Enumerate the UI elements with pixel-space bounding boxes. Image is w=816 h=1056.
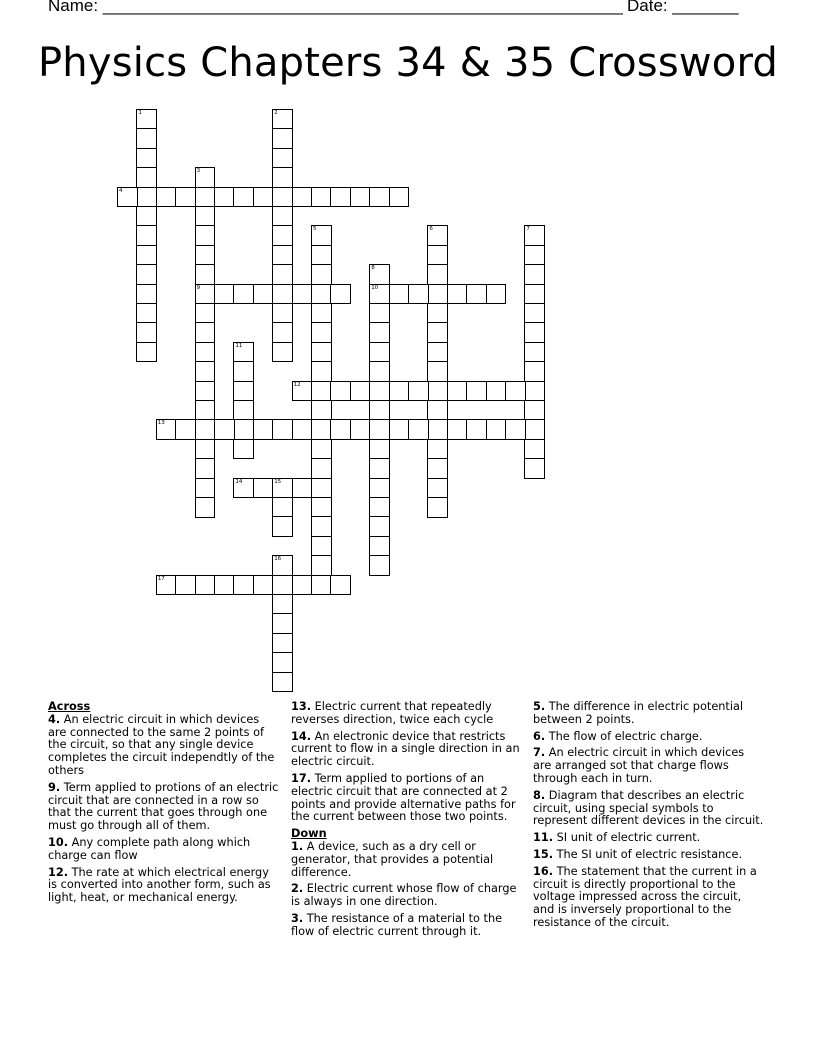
grid-cell[interactable]	[233, 361, 254, 382]
clue	[291, 841, 523, 879]
grid-cell[interactable]	[233, 187, 254, 208]
clue-number-label: 12.	[48, 865, 69, 879]
grid-cell[interactable]	[233, 439, 254, 460]
clue	[533, 731, 765, 744]
grid-cell[interactable]	[136, 187, 157, 208]
grid-cell[interactable]	[272, 652, 293, 673]
clue-number: 1	[138, 110, 142, 116]
grid-cell[interactable]	[389, 419, 410, 440]
grid-cell[interactable]	[505, 419, 526, 440]
grid-cell[interactable]	[272, 322, 293, 343]
grid-cell[interactable]	[272, 109, 293, 130]
grid-cell[interactable]	[272, 303, 293, 324]
clue-column-1	[48, 701, 280, 909]
grid-cell[interactable]	[233, 400, 254, 421]
clue-text: An electronic device that restricts current to flow in a single direction in an electric circuit.	[291, 729, 520, 769]
grid-cell[interactable]	[272, 148, 293, 169]
grid-cell[interactable]	[369, 361, 390, 382]
grid-cell[interactable]	[369, 187, 390, 208]
across-heading: Across	[48, 700, 91, 713]
clue-number-label: 7.	[533, 746, 546, 760]
clue-text: Diagram that describes an electric circuit, using special symbols to represent different devices in the circuit.	[533, 788, 764, 828]
grid-cell[interactable]	[369, 264, 390, 285]
grid-cell[interactable]	[156, 419, 177, 440]
grid-cell[interactable]	[195, 322, 216, 343]
clue-text: SI unit of electric current.	[556, 831, 701, 845]
grid-cell[interactable]	[195, 439, 216, 460]
grid-cell[interactable]	[214, 419, 235, 440]
clue-number: 10	[371, 284, 379, 291]
clue	[533, 701, 765, 727]
clue-number-label: 15.	[533, 847, 554, 861]
clue-number-label: 4.	[48, 712, 61, 726]
clue	[291, 773, 523, 824]
clue-text: Electric current whose flow of charge is always in one direction.	[291, 882, 517, 909]
grid-cell[interactable]	[350, 381, 371, 402]
grid-cell[interactable]	[311, 497, 332, 518]
grid-cell[interactable]	[195, 342, 216, 363]
grid-cell[interactable]	[447, 381, 468, 402]
grid-cell[interactable]	[427, 284, 448, 305]
clue-number-label: 13.	[291, 700, 312, 713]
grid-cell[interactable]	[369, 342, 390, 363]
clue-number-label: 14.	[291, 729, 312, 743]
grid-cell[interactable]	[156, 575, 177, 596]
grid-cell[interactable]	[195, 381, 216, 402]
grid-cell[interactable]	[195, 187, 216, 208]
grid-cell[interactable]	[427, 439, 448, 460]
grid-cell[interactable]	[195, 303, 216, 324]
grid-cell[interactable]	[272, 187, 293, 208]
clue-number-label: 2.	[291, 882, 304, 896]
grid-cell[interactable]	[233, 284, 254, 305]
grid-cell[interactable]	[427, 225, 448, 246]
clue-number-label: 17.	[291, 771, 312, 785]
grid-cell[interactable]	[175, 187, 196, 208]
grid-cell[interactable]	[136, 148, 157, 169]
clue-number: 15	[274, 478, 282, 485]
grid-cell[interactable]	[292, 187, 313, 208]
grid-cell[interactable]	[524, 264, 545, 285]
grid-cell[interactable]	[311, 516, 332, 537]
grid-cell[interactable]	[369, 381, 390, 402]
grid-cell[interactable]	[311, 361, 332, 382]
clue-number: 8	[371, 265, 375, 272]
grid-cell[interactable]	[369, 400, 390, 421]
grid-cell[interactable]	[136, 284, 157, 305]
grid-cell[interactable]	[369, 497, 390, 518]
grid-cell[interactable]	[136, 342, 157, 363]
grid-cell[interactable]	[233, 381, 254, 402]
grid-cell[interactable]	[311, 419, 332, 440]
grid-cell[interactable]	[253, 575, 274, 596]
grid-cell[interactable]	[524, 458, 545, 479]
grid-cell[interactable]	[524, 381, 545, 402]
grid-cell[interactable]	[233, 478, 254, 499]
clue-number-label: 11.	[533, 831, 554, 845]
clue-number: 17	[157, 575, 165, 582]
clue-number-label: 5.	[533, 700, 546, 713]
grid-cell[interactable]	[524, 439, 545, 460]
clue-number: 16	[274, 556, 282, 563]
clue	[48, 867, 280, 905]
grid-cell[interactable]	[311, 342, 332, 363]
grid-cell[interactable]	[272, 575, 293, 596]
grid-cell[interactable]	[311, 322, 332, 343]
grid-cell[interactable]	[272, 613, 293, 634]
grid-cell[interactable]	[427, 400, 448, 421]
grid-cell[interactable]	[195, 575, 216, 596]
grid-cell[interactable]	[427, 419, 448, 440]
grid-cell[interactable]	[195, 206, 216, 227]
clue-number: 4	[119, 187, 123, 194]
grid-cell[interactable]	[524, 322, 545, 343]
grid-cell[interactable]	[505, 381, 526, 402]
clue-number-label: 3.	[291, 911, 304, 925]
grid-cell[interactable]	[524, 342, 545, 363]
grid-cell[interactable]	[330, 284, 351, 305]
grid-cell[interactable]	[272, 633, 293, 654]
grid-cell[interactable]	[447, 419, 468, 440]
grid-cell[interactable]	[369, 516, 390, 537]
grid-cell[interactable]	[233, 419, 254, 440]
clue-text: An electric circuit in which devices are connected to the same 2 points of the circuit, so that any single device completes the circuit independtly of the others	[48, 712, 275, 777]
grid-cell[interactable]	[292, 419, 313, 440]
grid-cell[interactable]	[389, 381, 410, 402]
grid-cell[interactable]	[369, 536, 390, 557]
grid-cell[interactable]	[350, 419, 371, 440]
grid-cell[interactable]	[272, 342, 293, 363]
clue-number: 12	[293, 381, 301, 388]
grid-cell[interactable]	[175, 419, 196, 440]
clue-number: 3	[196, 168, 201, 175]
grid-cell[interactable]	[330, 419, 351, 440]
grid-cell[interactable]	[253, 419, 274, 440]
grid-cell[interactable]	[214, 187, 235, 208]
clue-number: 7	[526, 226, 530, 233]
clue-text: Term applied to protions of an electric circuit that are connected in a row so that the current that goes through one must go through all of them.	[48, 780, 279, 833]
clue-number: 5	[313, 226, 317, 233]
grid-cell[interactable]	[408, 419, 429, 440]
grid-cell[interactable]	[195, 284, 216, 305]
grid-cell[interactable]	[195, 245, 216, 266]
grid-cell[interactable]	[486, 381, 507, 402]
clue-number: 9	[196, 284, 201, 291]
clue	[533, 790, 765, 828]
grid-cell[interactable]	[195, 497, 216, 518]
grid-cell[interactable]	[524, 419, 545, 440]
grid-cell[interactable]	[195, 458, 216, 479]
grid-cell[interactable]	[524, 284, 545, 305]
grid-cell[interactable]	[369, 322, 390, 343]
clue-text: A device, such as a dry cell or generator, that provides a potential difference.	[291, 839, 494, 879]
grid-cell[interactable]	[292, 478, 313, 499]
grid-cell[interactable]	[272, 225, 293, 246]
grid-cell[interactable]	[427, 245, 448, 266]
grid-cell[interactable]	[486, 284, 507, 305]
grid-cell[interactable]	[272, 478, 293, 499]
grid-cell[interactable]	[272, 128, 293, 149]
grid-cell[interactable]	[486, 419, 507, 440]
page-title: Physics Chapters 34 & 35 Crossword	[37, 40, 779, 86]
grid-cell[interactable]	[369, 419, 390, 440]
grid-cell[interactable]	[272, 206, 293, 227]
grid-cell[interactable]	[117, 187, 138, 208]
grid-cell[interactable]	[466, 381, 487, 402]
clue	[533, 747, 765, 785]
grid-cell[interactable]	[311, 478, 332, 499]
grid-cell[interactable]	[427, 497, 448, 518]
grid-cell[interactable]	[195, 478, 216, 499]
grid-cell[interactable]	[369, 439, 390, 460]
clue-number-label: 8.	[533, 788, 546, 802]
grid-cell[interactable]	[272, 167, 293, 188]
grid-cell[interactable]	[311, 225, 332, 246]
clue-number: 13	[157, 420, 165, 427]
grid-cell[interactable]	[427, 322, 448, 343]
grid-cell[interactable]	[272, 497, 293, 518]
grid-cell[interactable]	[272, 264, 293, 285]
grid-cell[interactable]	[524, 400, 545, 421]
clue-number-label: 9.	[48, 780, 61, 794]
grid-cell[interactable]	[311, 536, 332, 557]
clue	[48, 782, 280, 833]
clue-text: The resistance of a material to the flow of electric current through it.	[291, 911, 503, 938]
grid-cell[interactable]	[408, 284, 429, 305]
grid-cell[interactable]	[330, 575, 351, 596]
down-heading: Down	[291, 827, 327, 841]
clue	[291, 883, 523, 909]
grid-cell[interactable]	[311, 400, 332, 421]
grid-cell[interactable]	[195, 419, 216, 440]
clue-text: The rate at which electrical energy is converted into another form, such as light, heat, or mechanical energy.	[48, 865, 271, 905]
grid-cell[interactable]	[214, 284, 235, 305]
grid-cell[interactable]	[233, 342, 254, 363]
grid-cell[interactable]	[311, 187, 332, 208]
clue-number-label: 16.	[533, 864, 554, 878]
grid-cell[interactable]	[389, 187, 410, 208]
grid-cell[interactable]	[272, 672, 293, 693]
clue-column-3	[533, 701, 765, 934]
clue-number-label: 10.	[48, 835, 69, 849]
grid-cell[interactable]	[272, 419, 293, 440]
grid-cell[interactable]	[369, 478, 390, 499]
clue	[48, 837, 280, 863]
grid-cell[interactable]	[195, 167, 216, 188]
grid-cell[interactable]	[466, 419, 487, 440]
grid-cell[interactable]	[272, 245, 293, 266]
grid-cell[interactable]	[311, 303, 332, 324]
grid-cell[interactable]	[272, 284, 293, 305]
clue-text: The SI unit of electric resistance.	[556, 847, 743, 861]
grid-cell[interactable]	[272, 594, 293, 615]
clue-text: The difference in electric potential between 2 points.	[533, 700, 744, 726]
clue	[291, 701, 523, 727]
grid-cell[interactable]	[156, 187, 177, 208]
grid-cell[interactable]	[427, 361, 448, 382]
grid-cell[interactable]	[253, 187, 274, 208]
clue-number: 6	[429, 226, 433, 233]
grid-cell[interactable]	[524, 361, 545, 382]
grid-cell[interactable]	[136, 322, 157, 343]
clue-number-label: 1.	[291, 839, 304, 853]
grid-cell[interactable]	[369, 458, 390, 479]
grid-cell[interactable]	[233, 575, 254, 596]
grid-cell[interactable]	[195, 361, 216, 382]
clue-text: The statement that the current in a circuit is directly proportional to the voltage impressed across the circuit, and is inversely proportional to the resistance of the circuit.	[533, 864, 757, 929]
date-field[interactable]: Date: _______	[627, 0, 739, 15]
clue-number-label: 6.	[533, 729, 546, 743]
clue-number: 14	[235, 478, 243, 485]
grid-cell[interactable]	[427, 342, 448, 363]
grid-cell[interactable]	[136, 167, 157, 188]
grid-cell[interactable]	[330, 187, 351, 208]
clue	[291, 731, 523, 769]
grid-cell[interactable]	[311, 245, 332, 266]
grid-cell[interactable]	[311, 381, 332, 402]
grid-cell[interactable]	[292, 284, 313, 305]
grid-cell[interactable]	[136, 128, 157, 149]
grid-cell[interactable]	[466, 284, 487, 305]
clue-text: Term applied to portions of an electric circuit that are connected at 2 points and provide alternative paths for the current between those two points.	[291, 771, 516, 824]
grid-cell[interactable]	[253, 478, 274, 499]
clue-text: Any complete path along which charge can flow	[48, 835, 251, 862]
clue-column-2	[291, 701, 523, 943]
grid-cell[interactable]	[311, 284, 332, 305]
grid-cell[interactable]	[136, 303, 157, 324]
grid-cell[interactable]	[272, 555, 293, 576]
clue	[291, 913, 523, 939]
clue-text: The flow of electric charge.	[548, 729, 703, 743]
grid-cell[interactable]	[427, 303, 448, 324]
grid-cell[interactable]	[311, 439, 332, 460]
grid-cell[interactable]	[292, 575, 313, 596]
grid-cell[interactable]	[408, 381, 429, 402]
grid-cell[interactable]	[136, 206, 157, 227]
grid-cell[interactable]	[136, 264, 157, 285]
grid-cell[interactable]	[311, 555, 332, 576]
grid-cell[interactable]	[369, 555, 390, 576]
grid-cell[interactable]	[447, 284, 468, 305]
clue	[48, 714, 280, 778]
name-field[interactable]: Name: _______________________________________________________	[48, 0, 623, 15]
grid-cell[interactable]	[214, 575, 235, 596]
grid-cell[interactable]	[195, 264, 216, 285]
grid-cell[interactable]	[195, 400, 216, 421]
grid-cell[interactable]	[369, 284, 390, 305]
grid-cell[interactable]	[311, 575, 332, 596]
grid-cell[interactable]	[330, 381, 351, 402]
clue	[533, 849, 765, 862]
grid-cell[interactable]	[272, 516, 293, 537]
clue-number: 11	[235, 342, 243, 349]
grid-cell[interactable]	[524, 303, 545, 324]
grid-cell[interactable]	[350, 187, 371, 208]
grid-cell[interactable]	[524, 225, 545, 246]
clue-text: An electric circuit in which devices are arranged sot that charge flows through each in turn.	[533, 746, 745, 785]
clue-text: Electric current that repeatedly reverses direction, twice each cycle	[291, 700, 494, 726]
grid-cell[interactable]	[136, 245, 157, 266]
grid-cell[interactable]	[136, 225, 157, 246]
grid-cell[interactable]	[253, 284, 274, 305]
clue	[533, 832, 765, 845]
grid-cell[interactable]	[136, 109, 157, 130]
grid-cell[interactable]	[427, 458, 448, 479]
clue-number: 2	[274, 110, 278, 116]
grid-cell[interactable]	[175, 575, 196, 596]
grid-cell[interactable]	[389, 284, 410, 305]
grid-cell[interactable]	[524, 245, 545, 266]
grid-cell[interactable]	[427, 381, 448, 402]
grid-cell[interactable]	[311, 264, 332, 285]
grid-cell[interactable]	[427, 478, 448, 499]
grid-cell[interactable]	[292, 381, 313, 402]
grid-cell[interactable]	[369, 303, 390, 324]
grid-cell[interactable]	[195, 225, 216, 246]
clue	[533, 866, 765, 930]
grid-cell[interactable]	[311, 458, 332, 479]
grid-cell[interactable]	[427, 264, 448, 285]
